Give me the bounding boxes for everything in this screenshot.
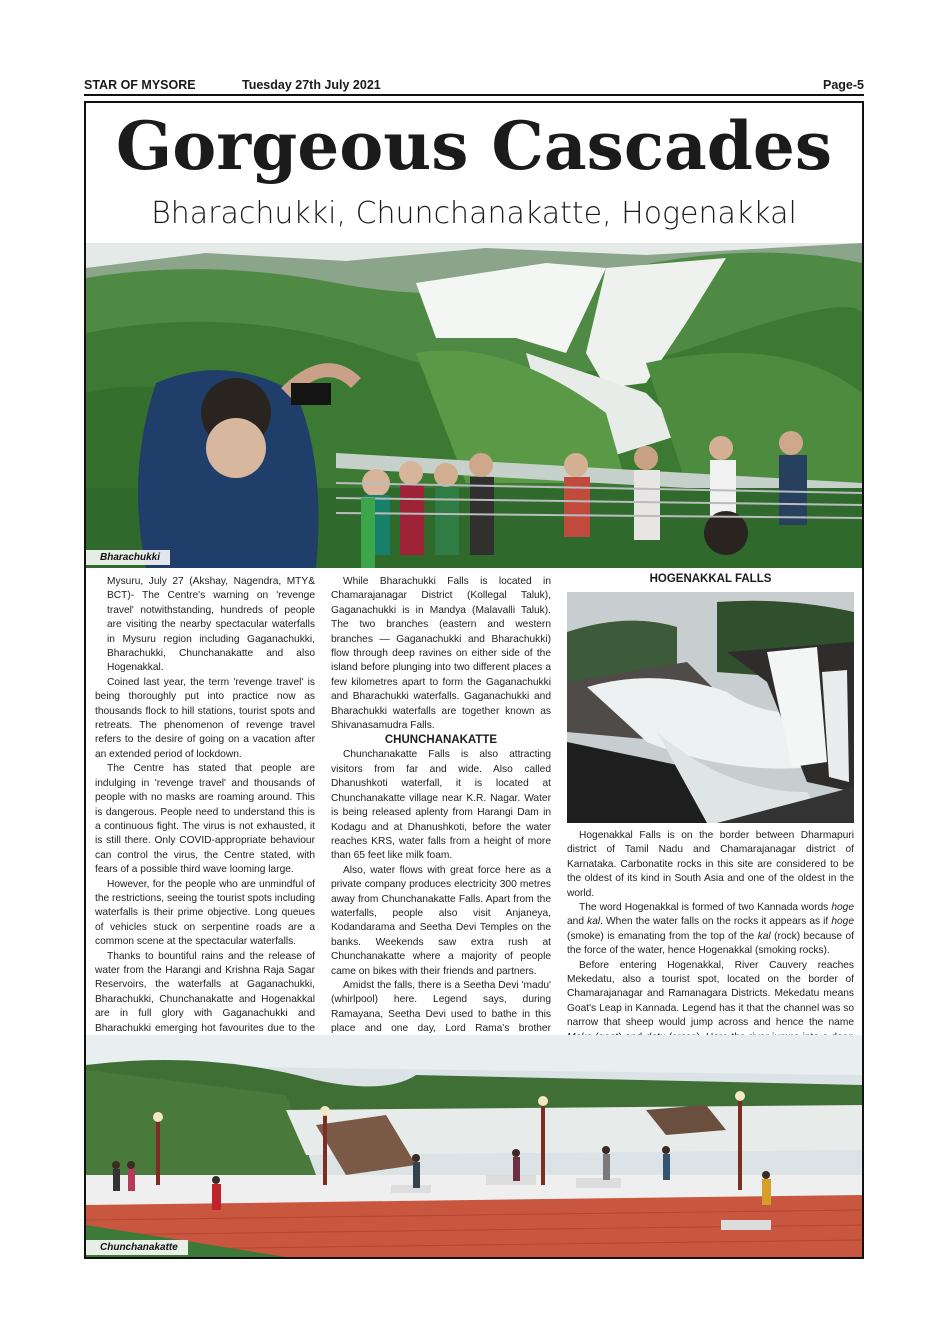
paragraph: Before entering Hogenakkal, River Cauvery reaches Mekedatu, also a tourist spot, located on the border of Chamarajanagar and Ramanagara Districts. Mekedatu means Goat's Leap in Kannada. Legend has it that the channel was so narrow that sheep would jump across and hence the name (567, 959, 854, 1060)
article-column-2 (331, 575, 551, 1094)
hogenakkal-photo-art (567, 592, 854, 823)
issue-date: Tuesday 27th July 2021 (242, 78, 381, 92)
subheadline: Bharachukki, Chunchanakatte, Hogenakkal (151, 196, 797, 231)
chunchanakatte-heading: CHUNCHANAKATTE (384, 734, 498, 747)
paragraph: Coined last year, the term 'revenge travel' is being thoroughly put into practice now as thousands flock to hill stations, tourist spots and retreats. The phenomenon of revenge travel refers to the desire of going on a vacation after an extended period of lockdown. (95, 676, 315, 760)
article-column-3 (567, 829, 854, 1060)
paragraph: The Centre has stated that people are indulging in 'revenge travel' and thousands of people with no masks are roaming around. This is dangerous. People need to understand this is a continuous fight. The virus is not exhausted, it is still there. Only COVID-appropriate behaviour can control the virus, the Centre stated, with fears of a possible third wave looming large. (95, 763, 315, 876)
article-column-1 (95, 575, 315, 1050)
headline: Gorgeous Cascades (115, 107, 833, 185)
chunchanakatte-photo-art (86, 1035, 862, 1257)
paragraph: Thanks to bountiful rains and the release of water from the Harangi and Krishna Raja Sagar Reservoirs, the waterfalls at Gaganachukki, Bharachukki, Chunchanakatte and Hogenakkal are in full glory with Gaganachukki and Bharachukki emerging hot favourites due to the (95, 950, 315, 1034)
bharachukki-caption: Bharachukki (86, 550, 170, 565)
bharachukki-photo (86, 243, 862, 568)
page-number: Page-5 (823, 78, 864, 92)
paragraph: Hogenakkal Falls is on the border between Dharmapuri district of Tamil Nadu and Chamarajanagar district of Karnataka. Carbonatite rocks in this site are considered to be the oldest of its kind in South Asia and one of the oldest in the world. (567, 830, 854, 899)
chunchanakatte-caption: Chunchanakatte (86, 1240, 188, 1255)
paragraph: Mysuru, July 27 (Akshay, Nagendra, MTY& BCT)- The Centre's warning on 'revenge travel' notwithstanding, hundreds of people are visiting the nearby spectacular waterfalls in Mysuru region including Gaganachukki, Bharachukki, Chunchanakatte and also Hogenakkal. (107, 576, 315, 674)
bharachukki-photo-art (86, 243, 862, 568)
paragraph: Amidst the falls, there is a Seetha Devi 'madu' (whirlpool) here. Legend says, during Ramayana, Seetha Devi used to bathe in this place and one day, Lord Rama's brother (331, 979, 551, 1035)
paragraph: Also, water flows with great force here as a private company produces electricity 300 metres away from Chunchanakatte Falls. Apart from the waterfalls, people also visit Anjaneya, Kodandarama and Seetha Devi Temples on the banks. Weekends saw extra rush at Chunchanakatte where a majority of people came on bikes with their friends and partners. (331, 864, 551, 977)
chunchanakatte-photo (86, 1035, 862, 1257)
paragraph: The word Hogenakkal is formed of two Kannada words hoge and kal. When the water falls on the rocks it appears as if hoge (smoke) is emanating from the top of the kal (rock) because of the force of the water, hence Hogenakkal (smoking rocks). (567, 902, 855, 957)
paragraph: While Bharachukki Falls is located in Chamarajanagar District (Kollegal Taluk), Gaganachukki is in Mandya (Malavalli Taluk). The two branches (eastern and western branches — Gaganachukki and Bharachukki) flow through deep ravines on either side of the island before plunging into two different places a few kilometres apart to form the Gaganachukki and Bharachukki waterfalls. Gaganachukki and Bharachukki waterfalls are together known as Shivanasamudra Falls. (331, 576, 551, 732)
paragraph: Chunchanakatte Falls is also attracting visitors from far and wide. Also called Dhanushkoti waterfall, it is located at Chunchanakatte village near K.R. Nagar. Water is being released aplenty from Harangi Dam in Kodagu and at Dhanushkoti, before the water reaches KRS, water falls from a height of more than 65 feet like milk foam. (331, 749, 551, 862)
paragraph: However, for the people who are unmindful of the restrictions, seeing the tourist spots including waterfalls is their prime objective. Long queues of vehicles stuck on serpentine roads are a common scene at the spectacular waterfalls. (95, 878, 315, 948)
masthead (84, 76, 864, 96)
hogenakkal-photo (567, 592, 854, 823)
paper-name: STAR OF MYSORE (84, 78, 196, 92)
hogenakkal-heading: HOGENAKKAL FALLS (649, 573, 772, 585)
